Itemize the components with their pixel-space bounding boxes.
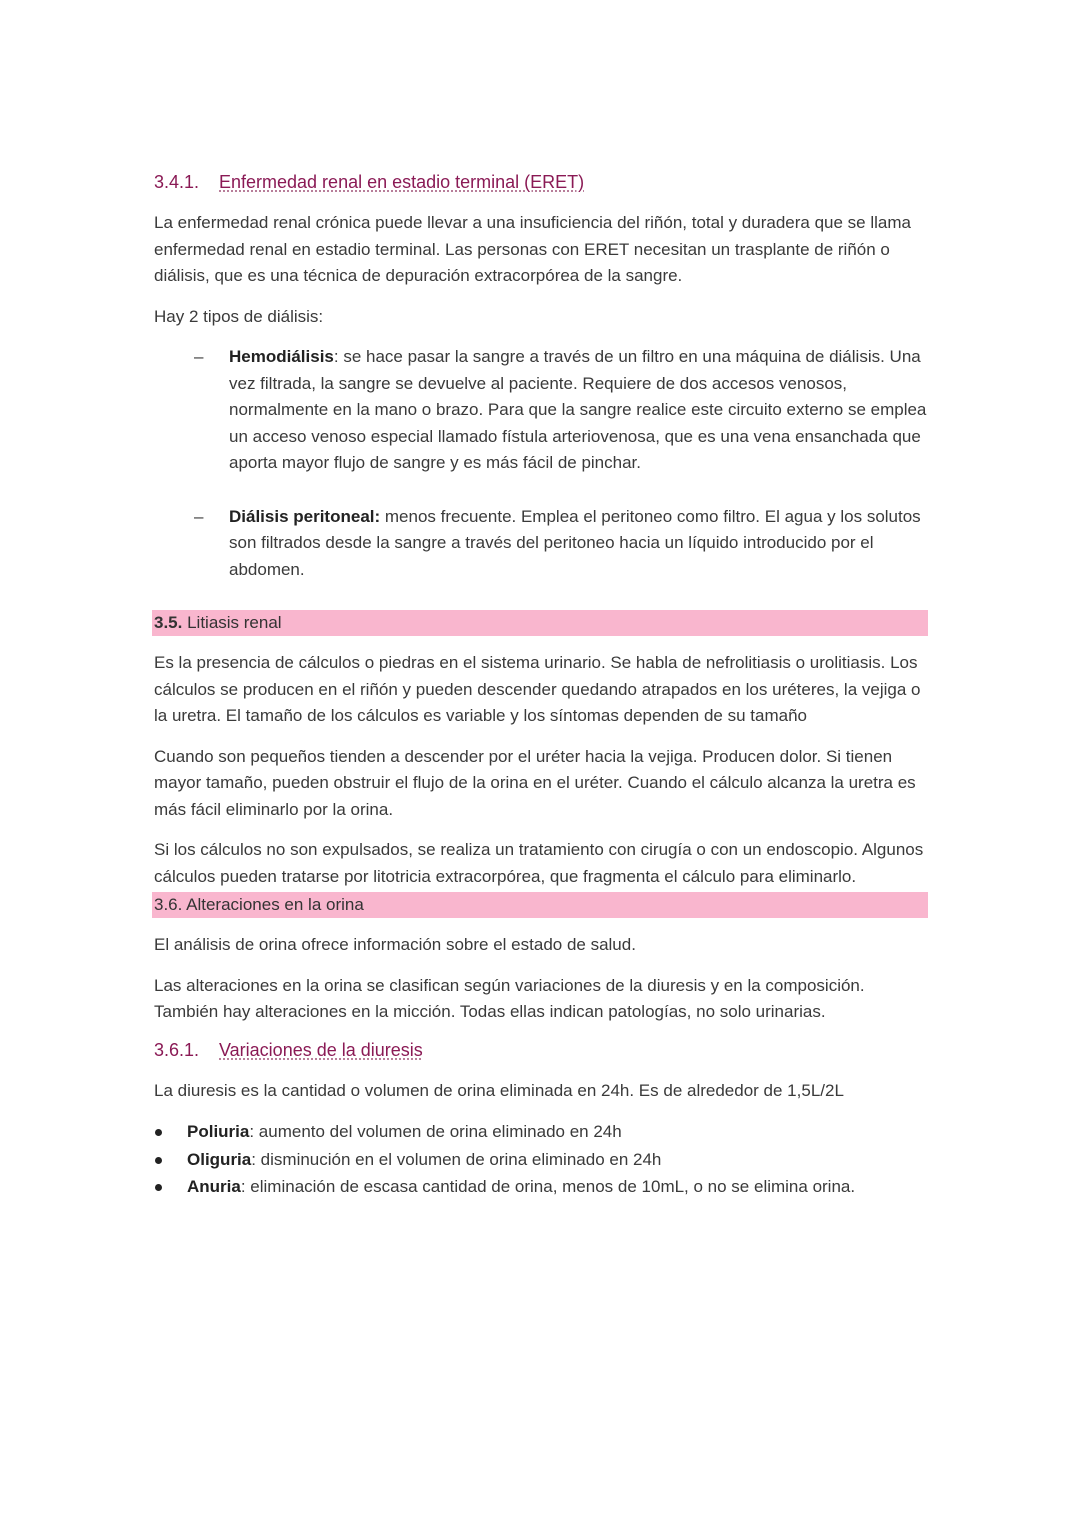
term-description: menos frecuente. Emplea el peritoneo como filtro. El agua y los solutos son filtrados desde la sangre a través del peritoneo hacia un líquido introducido por el abdomen. (229, 506, 921, 579)
term: Anuria (187, 1177, 241, 1196)
section-title: Enfermedad renal en estadio terminal (ERET) (219, 172, 585, 192)
term-description: : aumento del volumen de orina eliminado en 24h (249, 1122, 622, 1141)
term: Diálisis peritoneal: (229, 506, 381, 526)
section-3-4-1-heading (154, 168, 930, 196)
document-page (154, 168, 930, 1201)
term-description: : disminución en el volumen de orina eliminado en 24h (251, 1149, 662, 1169)
term-description: : se hace pasar la sangre a través de un filtro en una máquina de diálisis. Una vez filtrada, la sangre se devuelve al paciente. Requiere de dos accesos venosos, normalmente en la mano o brazo. Para que la sangre realice este circuito externo se emplea un acceso venoso especial llamado fístula arteriovenosa, que es una vena ensanchada que aporta mayor flujo de sangre y es más fácil de pinchar. (229, 347, 927, 472)
paragraph: El análisis de orina ofrece información sobre el estado de salud. (154, 935, 636, 954)
dialysis-types-list (194, 344, 930, 583)
section-number: 3.5. (154, 613, 183, 632)
bullet-marker (155, 1129, 162, 1136)
list-item-hemodialysis (194, 344, 930, 477)
section-title: Litiasis renal (182, 613, 282, 632)
list-item-poliuria (154, 1118, 930, 1146)
paragraph: Si los cálculos no son expulsados, se realiza un tratamiento con cirugía o con un endoscopio. Algunos cálculos pueden tratarse por litotricia extracorpórea, que fragmenta el cálculo para eliminarlo. (154, 840, 924, 886)
paragraph: Hay 2 tipos de diálisis: (154, 306, 324, 326)
paragraph: Cuando son pequeños tienden a descender por el uréter hacia la vejiga. Producen dolor. Si tienen mayor tamaño, pueden obstruir el flujo de la orina en el uréter. Cuando el cálculo alcanza la uretra es más fácil eliminarlo por la orina. (154, 746, 916, 819)
term-description: : eliminación de escasa cantidad de orina, menos de 10mL, o no se elimina orina. (240, 1177, 856, 1196)
paragraph: La enfermedad renal crónica puede llevar a una insuficiencia del riñón, total y duradera que se llama enfermedad renal en estadio terminal. Las personas con ERET necesitan un trasplante de riñón o diálisis, que es una técnica de depuración extracorpórea de la sangre. (154, 213, 911, 285)
section-number: 3.4.1. (154, 172, 200, 192)
term: Hemodiálisis (229, 347, 334, 366)
section-3-6-heading: 3.6. Alteraciones en la orina (152, 892, 928, 918)
bullet-marker (155, 1157, 162, 1164)
paragraph: Es la presencia de cálculos o piedras en el sistema urinario. Se habla de nefrolitiasis o urolitiasis. Los cálculos se producen en el riñón y pueden descender quedando atrapados en los uréteres, la vejiga o la uretra. El tamaño de los cálculos es variable y los síntomas dependen de su tamaño (154, 653, 921, 725)
bullet-marker (155, 1184, 162, 1191)
dash-marker: – (194, 506, 204, 526)
paragraph: La diuresis es la cantidad o volumen de orina eliminada en 24h. Es de alrededor de 1,5L/2L (154, 1080, 844, 1100)
paragraph: Las alteraciones en la orina se clasifican según variaciones de la diuresis y en la composición. También hay alteraciones en la micción. Todas ellas indican patologías, no solo urinarias. (154, 975, 865, 1021)
section-3-6-1-heading (154, 1036, 930, 1064)
list-item-anuria (154, 1173, 930, 1201)
term: Poliuria (187, 1122, 250, 1141)
section-number: 3.6.1. (154, 1039, 200, 1060)
list-item-oliguria (154, 1146, 930, 1174)
list-item-peritoneal-dialysis (194, 504, 930, 584)
term: Oliguria (187, 1149, 252, 1169)
diuresis-variations-list (154, 1118, 930, 1201)
dash-marker: – (194, 347, 204, 366)
section-title: Variaciones de la diuresis (219, 1039, 423, 1060)
section-3-5-heading (152, 610, 928, 636)
